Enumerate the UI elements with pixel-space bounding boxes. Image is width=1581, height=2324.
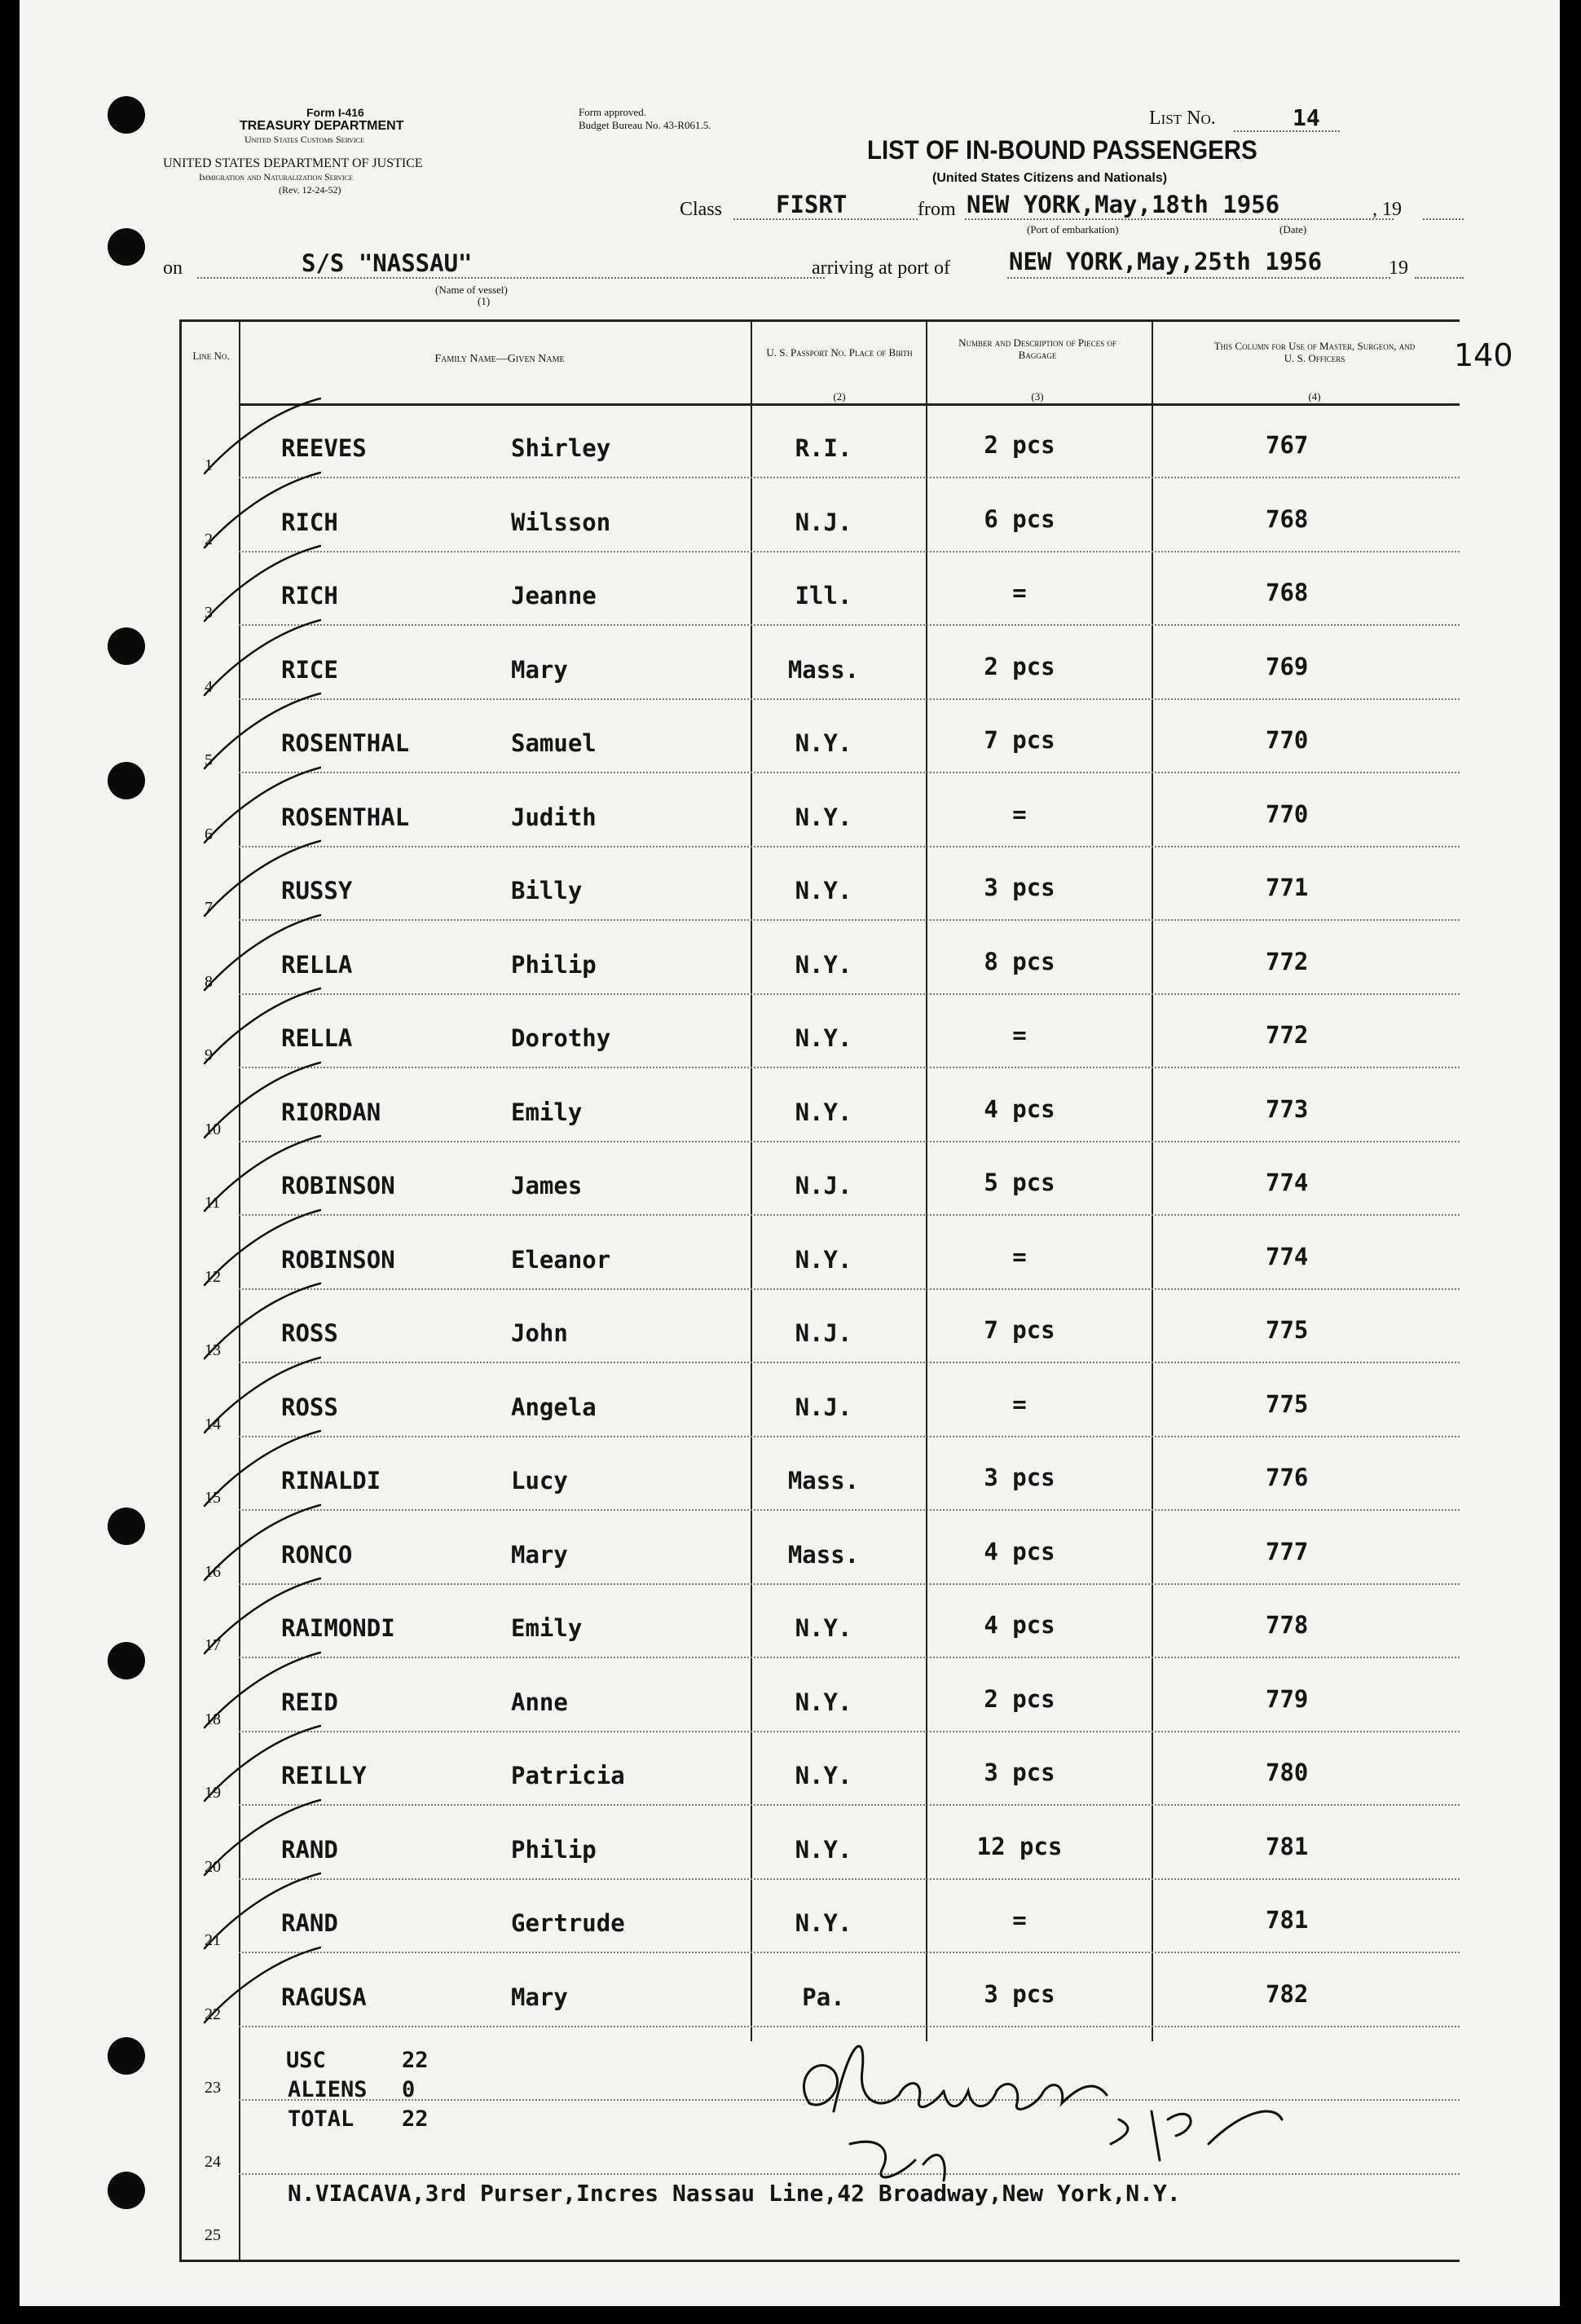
family-name: RELLA	[281, 1024, 353, 1052]
table-row	[182, 1880, 1460, 1953]
officer-number: 768	[1266, 579, 1309, 606]
table-row	[182, 1512, 1460, 1585]
aliens-label: ALIENS	[288, 2077, 368, 2102]
baggage-count: =	[1012, 1021, 1027, 1049]
officer-number: 780	[1266, 1758, 1309, 1786]
given-name: Mary	[511, 655, 568, 684]
place-of-birth: Pa.	[802, 1983, 845, 2011]
family-name: RAND	[281, 1909, 338, 1937]
baggage-count: 3 pcs	[984, 1758, 1055, 1786]
family-name: ROSS	[281, 1319, 338, 1347]
line-number: 6	[205, 825, 213, 843]
place-of-birth: Mass.	[787, 655, 860, 684]
place-of-birth: Ill.	[795, 582, 852, 610]
line-number: 12	[205, 1267, 221, 1286]
family-name: RONCO	[281, 1540, 353, 1569]
table-row	[182, 1732, 1460, 1806]
table-row	[182, 1954, 1460, 2027]
table-row	[182, 1585, 1460, 1658]
officer-number: 778	[1266, 1611, 1309, 1639]
page-subtitle: (United States Citizens and Nationals)	[932, 171, 1168, 185]
date-caption: (Date)	[1279, 223, 1307, 235]
family-name: RELLA	[281, 950, 353, 979]
family-name: ROBINSON	[281, 1172, 395, 1199]
customs-service: United States Customs Service	[244, 134, 364, 145]
family-name: ROBINSON	[281, 1245, 395, 1274]
given-name: Mary	[511, 1983, 568, 2011]
form-approved: Form approved.	[579, 106, 647, 118]
family-name: RUSSY	[281, 877, 353, 905]
baggage-count: 6 pcs	[984, 504, 1055, 533]
given-name: Shirley	[511, 434, 611, 462]
line-number: 15	[205, 1489, 221, 1507]
given-name: John	[511, 1319, 568, 1347]
place-of-birth: N.Y.	[795, 1245, 852, 1274]
baggage-count: =	[1012, 1389, 1027, 1418]
arriving-value: NEW YORK,May,25th 1956	[1009, 248, 1323, 275]
table-row	[182, 405, 1460, 478]
officer-number: 767	[1266, 431, 1309, 459]
officer-number: 779	[1266, 1684, 1309, 1713]
from-year-suffix: , 19	[1372, 199, 1402, 220]
table-row	[182, 1217, 1460, 1290]
baggage-count: =	[1012, 1242, 1027, 1270]
budget-bureau: Budget Bureau No. 43-R061.5.	[579, 119, 711, 131]
list-no-value: 14	[1293, 104, 1320, 131]
baggage-count: =	[1012, 1906, 1027, 1934]
given-name: Emily	[511, 1098, 583, 1126]
given-name: Jeanne	[511, 582, 597, 610]
baggage-count: 7 pcs	[984, 1316, 1055, 1344]
officer-number: 775	[1266, 1316, 1309, 1344]
table-row	[182, 1290, 1460, 1363]
line-number: 24	[205, 2152, 221, 2171]
baggage-count: 2 pcs	[984, 431, 1055, 459]
line-number: 1	[205, 456, 213, 474]
officer-number: 770	[1266, 799, 1309, 828]
col-baggage-num: (3)	[1031, 390, 1044, 403]
baggage-count: 5 pcs	[984, 1169, 1055, 1196]
arriving-year: 19	[1389, 257, 1408, 279]
line-number: 4	[205, 677, 213, 696]
punch-hole	[108, 762, 145, 799]
given-name: Lucy	[511, 1467, 568, 1494]
table-row	[182, 1142, 1460, 1216]
from-value: NEW YORK,May,18th 1956	[967, 191, 1280, 218]
given-name: Philip	[511, 950, 597, 979]
line-number: 11	[205, 1194, 221, 1212]
given-name: Billy	[511, 877, 583, 905]
place-of-birth: N.J.	[795, 1172, 852, 1199]
family-name: RICE	[281, 655, 338, 684]
given-name: Philip	[511, 1835, 597, 1864]
place-of-birth: N.Y.	[795, 1688, 852, 1716]
officer-number: 777	[1266, 1537, 1309, 1565]
officer-number: 774	[1266, 1169, 1309, 1196]
table-row	[182, 1659, 1460, 1732]
punch-hole	[108, 1642, 145, 1679]
officer-number: 774	[1266, 1242, 1309, 1270]
officer-number: 772	[1266, 1021, 1309, 1049]
port-caption: (Port of embarkation)	[1027, 223, 1119, 235]
place-of-birth: Mass.	[787, 1467, 860, 1494]
aliens-count: 0	[402, 2077, 416, 2102]
line-number: 19	[205, 1784, 221, 1802]
given-name: Samuel	[511, 729, 597, 757]
justice-dept: UNITED STATES DEPARTMENT OF JUSTICE	[163, 156, 423, 170]
baggage-count: 7 pcs	[984, 726, 1055, 754]
place-of-birth: N.Y.	[795, 950, 852, 979]
given-name: Anne	[511, 1688, 568, 1716]
line-number: 3	[205, 604, 213, 622]
punch-hole	[108, 96, 145, 134]
place-of-birth: N.Y.	[795, 1098, 852, 1126]
officer-number: 769	[1266, 652, 1309, 680]
given-name: Emily	[511, 1614, 583, 1642]
baggage-count: 2 pcs	[984, 652, 1055, 680]
total-count: 22	[402, 2106, 429, 2132]
place-of-birth: N.J.	[795, 508, 852, 536]
table-row	[182, 552, 1460, 626]
col-passport-num: (2)	[833, 390, 846, 403]
table-row	[182, 847, 1460, 921]
given-name: Mary	[511, 1540, 568, 1569]
punch-hole	[108, 2037, 145, 2075]
family-name: RINALDI	[281, 1467, 381, 1494]
col-baggage: Number and Description of Pieces of Baggage	[958, 337, 1116, 361]
table-row	[182, 700, 1460, 773]
ins-service: Immigration and Naturalization Service	[199, 171, 354, 183]
form-number: Form I-416	[306, 106, 364, 119]
usc-count: 22	[402, 2048, 429, 2073]
table-row	[182, 479, 1460, 552]
baggage-count: 3 pcs	[984, 1979, 1055, 2008]
place-of-birth: N.J.	[795, 1319, 852, 1347]
officer-number: 771	[1266, 874, 1309, 901]
line-number: 2	[205, 530, 213, 548]
punch-hole	[108, 228, 145, 266]
family-name: REILLY	[281, 1762, 367, 1789]
line-number: 10	[205, 1120, 221, 1138]
family-name: REID	[281, 1688, 338, 1716]
officer-number: 776	[1266, 1464, 1309, 1491]
baggage-count: 8 pcs	[984, 947, 1055, 975]
place-of-birth: N.Y.	[795, 1024, 852, 1052]
class-label: Class	[680, 199, 723, 220]
place-of-birth: N.Y.	[795, 1835, 852, 1864]
line-number: 23	[205, 2079, 221, 2097]
vessel-caption: (Name of vessel)	[435, 284, 508, 296]
baggage-count: =	[1012, 579, 1027, 606]
arriving-label: arriving at port of	[812, 257, 950, 279]
col-officers: This Column for Use of Master, Surgeon, and U. S. Officers	[1213, 340, 1416, 364]
line-number: 25	[205, 2226, 221, 2244]
punch-hole	[108, 2172, 145, 2209]
family-name: RICH	[281, 508, 338, 536]
given-name: James	[511, 1172, 583, 1199]
officer-number: 781	[1266, 1906, 1309, 1934]
col-passport: U. S. Passport No. Place of Birth	[766, 346, 913, 359]
given-name: Dorothy	[511, 1024, 611, 1052]
baggage-count: 2 pcs	[984, 1684, 1055, 1713]
class-value: FISRT	[776, 191, 848, 218]
baggage-count: 3 pcs	[984, 1464, 1055, 1491]
given-name: Judith	[511, 803, 597, 831]
baggage-count: 4 pcs	[984, 1611, 1055, 1639]
form-revision: (Rev. 12-24-52)	[279, 184, 341, 196]
family-name: RAGUSA	[281, 1983, 367, 2011]
line-number: 9	[205, 1046, 213, 1064]
line-number: 21	[205, 1931, 221, 1949]
total-label: TOTAL	[288, 2106, 355, 2132]
baggage-count: 4 pcs	[984, 1537, 1055, 1565]
line-number: 8	[205, 972, 213, 991]
vessel-name: S/S "NASSAU"	[302, 249, 473, 277]
passenger-table	[179, 319, 1460, 2262]
officer-number: 772	[1266, 947, 1309, 975]
place-of-birth: N.J.	[795, 1393, 852, 1421]
place-of-birth: N.Y.	[795, 1909, 852, 1937]
table-row	[182, 1364, 1460, 1437]
line-number: 20	[205, 1857, 221, 1876]
treasury-dept: TREASURY DEPARTMENT	[240, 119, 404, 133]
family-name: RAIMONDI	[281, 1614, 395, 1642]
usc-label: USC	[286, 2048, 326, 2073]
handwritten-signature	[785, 2022, 1306, 2201]
table-row	[182, 995, 1460, 1068]
place-of-birth: N.Y.	[795, 1762, 852, 1789]
table-row	[182, 1069, 1460, 1142]
family-name: REEVES	[281, 434, 367, 462]
baggage-count: 3 pcs	[984, 874, 1055, 901]
page-title: LIST OF IN-BOUND PASSENGERS	[867, 135, 1257, 165]
line-number: 17	[205, 1636, 221, 1654]
family-name: RIORDAN	[281, 1098, 381, 1126]
family-name: ROSS	[281, 1393, 338, 1421]
family-name: RAND	[281, 1835, 338, 1864]
col-line-no: Line No.	[192, 350, 230, 362]
table-row	[182, 922, 1460, 995]
place-of-birth: N.Y.	[795, 877, 852, 905]
from-label: from	[918, 199, 956, 220]
line-number: 18	[205, 1710, 221, 1728]
officer-number: 773	[1266, 1094, 1309, 1123]
line-number: 13	[205, 1341, 221, 1359]
vessel-caption-num: (1)	[478, 295, 491, 307]
officer-number: 770	[1266, 726, 1309, 754]
officer-number: 768	[1266, 504, 1309, 533]
given-name: Gertrude	[511, 1909, 625, 1937]
page-number: 140	[1454, 337, 1513, 373]
purser-line: N.VIACAVA,3rd Purser,Incres Nassau Line,42 Broadway,New York,N.Y.	[288, 2180, 1181, 2207]
punch-hole	[108, 1508, 145, 1545]
table-row	[182, 1437, 1460, 1511]
col-officers-num: (4)	[1308, 390, 1321, 403]
table-row	[182, 774, 1460, 847]
officer-number: 781	[1266, 1832, 1309, 1860]
on-label: on	[163, 257, 183, 279]
officer-number: 775	[1266, 1389, 1309, 1418]
place-of-birth: R.I.	[795, 434, 852, 462]
line-number: 7	[205, 899, 213, 917]
baggage-count: 12 pcs	[976, 1832, 1063, 1860]
officer-number: 782	[1266, 1979, 1309, 2008]
family-name: ROSENTHAL	[281, 803, 410, 831]
col-name: Family Name—Given Name	[434, 353, 565, 365]
line-number: 5	[205, 751, 213, 769]
list-no-label: List No.	[1149, 108, 1216, 129]
line-number: 22	[205, 2005, 221, 2023]
given-name: Angela	[511, 1393, 597, 1421]
table-row	[182, 1807, 1460, 1880]
place-of-birth: N.Y.	[795, 803, 852, 831]
line-number: 16	[205, 1562, 221, 1581]
family-name: ROSENTHAL	[281, 729, 410, 757]
place-of-birth: Mass.	[787, 1540, 860, 1569]
table-row	[182, 627, 1460, 700]
place-of-birth: N.Y.	[795, 729, 852, 757]
given-name: Patricia	[511, 1762, 625, 1789]
given-name: Wilsson	[511, 508, 611, 536]
given-name: Eleanor	[511, 1245, 611, 1274]
manifest-page	[20, 0, 1560, 2306]
baggage-count: 4 pcs	[984, 1094, 1055, 1123]
punch-hole	[108, 627, 145, 665]
place-of-birth: N.Y.	[795, 1614, 852, 1642]
baggage-count: =	[1012, 799, 1027, 828]
family-name: RICH	[281, 582, 338, 610]
line-number: 14	[205, 1415, 221, 1433]
